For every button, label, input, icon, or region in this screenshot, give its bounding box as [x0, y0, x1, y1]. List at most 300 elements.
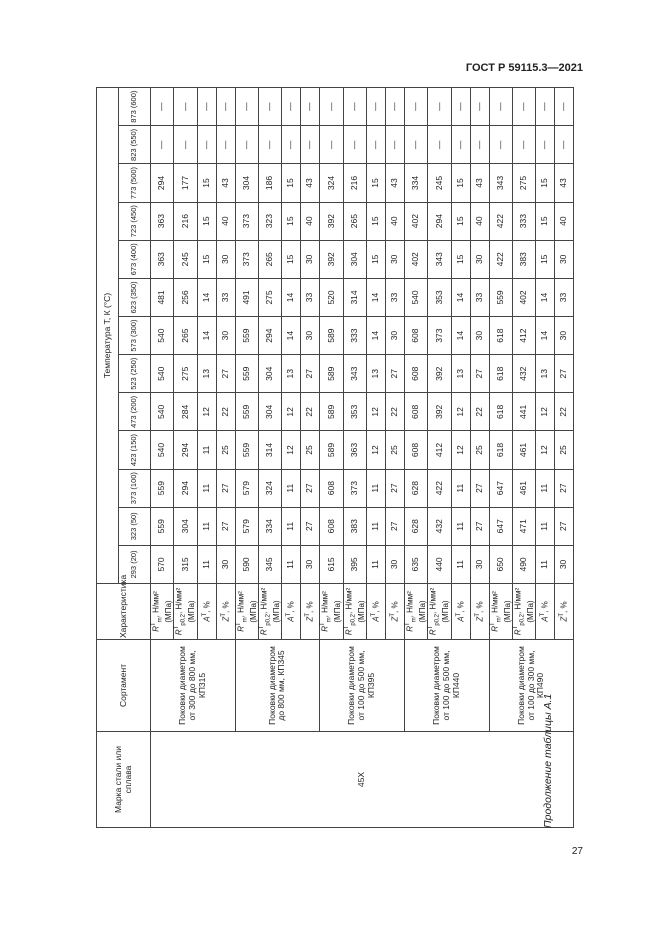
value-cell: —	[216, 88, 235, 126]
value-cell: 11	[451, 545, 470, 583]
value-cell: 43	[555, 164, 574, 202]
characteristic-col-header: Характеристика	[97, 584, 151, 640]
value-cell: 334	[404, 164, 427, 202]
char-superscript: T	[428, 625, 435, 630]
value-cell: 608	[404, 317, 427, 355]
char-z	[301, 584, 320, 640]
value-cell: —	[258, 88, 281, 126]
value-cell: 27	[470, 507, 489, 545]
value-cell: 618	[489, 393, 512, 431]
value-cell: 608	[320, 507, 343, 545]
value-cell: 27	[301, 507, 320, 545]
value-cell: —	[555, 88, 574, 126]
temp-col-12: 873 (600)	[119, 88, 151, 126]
value-cell: 314	[258, 431, 281, 469]
char-unit: , %	[221, 601, 231, 613]
char-z	[385, 584, 404, 640]
char-p	[428, 584, 451, 640]
properties-table	[96, 87, 574, 828]
value-cell: 30	[470, 240, 489, 278]
value-cell: 343	[343, 355, 366, 393]
value-cell: 14	[536, 317, 555, 355]
value-cell: 27	[301, 355, 320, 393]
value-cell: —	[404, 126, 427, 164]
value-cell: 30	[216, 317, 235, 355]
value-cell: 353	[428, 278, 451, 316]
value-cell: —	[235, 126, 258, 164]
value-cell: 314	[343, 278, 366, 316]
value-cell: 30	[555, 240, 574, 278]
char-subscript: m	[495, 617, 502, 623]
table-row	[489, 88, 512, 828]
value-cell: 647	[489, 469, 512, 507]
value-cell: 13	[536, 355, 555, 393]
char-superscript: T	[320, 622, 327, 626]
char-symbol: Z	[560, 616, 570, 622]
char-superscript: T	[512, 625, 519, 630]
value-cell: 11	[197, 431, 216, 469]
value-cell: 12	[366, 393, 385, 431]
char-unit: , Н/мм² (МПа)	[344, 587, 366, 623]
value-cell: 14	[536, 278, 555, 316]
char-symbol: A	[541, 616, 551, 622]
value-cell: 14	[451, 317, 470, 355]
value-cell: —	[489, 126, 512, 164]
assortment-col-header: Сортамент	[97, 640, 151, 732]
value-cell: 402	[404, 240, 427, 278]
value-cell: 25	[470, 431, 489, 469]
value-cell: 402	[404, 202, 427, 240]
value-cell: —	[174, 126, 197, 164]
char-symbol: Z	[475, 616, 485, 622]
value-cell: 392	[320, 202, 343, 240]
value-cell: 608	[404, 355, 427, 393]
value-cell: 11	[536, 545, 555, 583]
assortment-cell: Поковки диаметром от 100 до 500 мм, КП440	[404, 640, 489, 732]
value-cell: —	[174, 88, 197, 126]
value-cell: 12	[366, 431, 385, 469]
temp-col-0: 293 (20)	[119, 545, 151, 583]
char-subscript: p0,2	[519, 613, 526, 626]
char-unit: , %	[306, 601, 316, 613]
value-cell: 14	[282, 317, 301, 355]
value-cell: 304	[343, 240, 366, 278]
value-cell: 392	[320, 240, 343, 278]
value-cell: 40	[555, 202, 574, 240]
page-number: 27	[571, 846, 583, 857]
temp-col-2: 373 (100)	[119, 469, 151, 507]
value-cell: —	[197, 88, 216, 126]
char-symbol: R	[405, 626, 415, 632]
char-p	[343, 584, 366, 640]
value-cell: 245	[174, 240, 197, 278]
char-superscript: T	[235, 622, 242, 626]
temp-col-5: 523 (250)	[119, 355, 151, 393]
value-cell: 177	[174, 164, 197, 202]
value-cell: 540	[151, 431, 174, 469]
value-cell: 30	[216, 240, 235, 278]
value-cell: 363	[151, 240, 174, 278]
value-cell: —	[555, 126, 574, 164]
value-cell: 30	[216, 545, 235, 583]
char-superscript: T	[559, 613, 566, 617]
char-unit: , Н/мм² (МПа)	[174, 587, 197, 623]
value-cell: 294	[174, 469, 197, 507]
value-cell: 27	[216, 355, 235, 393]
value-cell: 294	[174, 431, 197, 469]
value-cell: —	[385, 88, 404, 126]
value-cell: 43	[470, 164, 489, 202]
value-cell: 343	[489, 164, 512, 202]
value-cell: 373	[235, 240, 258, 278]
continuation-caption: Продолжение таблицы А.1	[542, 693, 554, 828]
char-unit: , %	[371, 601, 381, 613]
value-cell: 402	[512, 278, 535, 316]
value-cell: 12	[451, 431, 470, 469]
value-cell: 315	[174, 545, 197, 583]
value-cell: 618	[489, 431, 512, 469]
value-cell: —	[366, 88, 385, 126]
char-p	[512, 584, 535, 640]
char-subscript: m	[326, 617, 333, 623]
value-cell: —	[282, 88, 301, 126]
value-cell: 40	[216, 202, 235, 240]
char-superscript: T	[390, 613, 397, 617]
char-superscript: T	[286, 612, 293, 617]
value-cell: 383	[512, 240, 535, 278]
value-cell: —	[512, 126, 535, 164]
value-cell: 559	[235, 431, 258, 469]
value-cell: 275	[512, 164, 535, 202]
rotated-page	[96, 88, 584, 828]
value-cell: 33	[216, 278, 235, 316]
char-superscript: T	[151, 622, 157, 626]
value-cell: 25	[555, 431, 574, 469]
char-unit: , Н/мм² (МПа)	[259, 587, 282, 623]
temp-col-4: 473 (200)	[119, 393, 151, 431]
value-cell: 15	[451, 202, 470, 240]
value-cell: 216	[174, 202, 197, 240]
char-r	[151, 584, 174, 640]
char-superscript: T	[258, 625, 265, 630]
char-superscript: T	[404, 622, 411, 626]
char-p	[258, 584, 281, 640]
value-cell: 15	[536, 202, 555, 240]
value-cell: —	[301, 126, 320, 164]
value-cell: 284	[174, 393, 197, 431]
temp-col-10: 773 (500)	[119, 164, 151, 202]
value-cell: 412	[428, 431, 451, 469]
value-cell: 13	[451, 355, 470, 393]
char-symbol: Z	[221, 616, 231, 622]
value-cell: 11	[536, 469, 555, 507]
value-cell: 540	[151, 317, 174, 355]
value-cell: 25	[301, 431, 320, 469]
value-cell: 27	[385, 355, 404, 393]
value-cell: 33	[470, 278, 489, 316]
value-cell: 647	[489, 507, 512, 545]
value-cell: —	[151, 126, 174, 164]
value-cell: —	[489, 88, 512, 126]
value-cell: 27	[555, 507, 574, 545]
value-cell: 13	[197, 355, 216, 393]
char-unit: , %	[541, 601, 551, 613]
value-cell: —	[536, 126, 555, 164]
char-unit: , Н/мм² (МПа)	[428, 587, 451, 623]
value-cell: 27	[301, 469, 320, 507]
value-cell: 22	[301, 393, 320, 431]
table-row	[151, 88, 174, 828]
value-cell: 13	[366, 355, 385, 393]
char-unit: , Н/мм² (МПа)	[490, 591, 512, 623]
value-cell: 27	[216, 469, 235, 507]
value-cell: 540	[404, 278, 427, 316]
value-cell: 15	[197, 240, 216, 278]
value-cell: 345	[258, 545, 281, 583]
char-superscript: T	[174, 625, 181, 630]
temp-col-1: 323 (50)	[119, 507, 151, 545]
value-cell: 22	[555, 393, 574, 431]
value-cell: 490	[512, 545, 535, 583]
char-r	[404, 584, 427, 640]
temp-col-11: 823 (550)	[119, 126, 151, 164]
assortment-cell: Поковки диаметром от 100 до 300 мм, КП490	[489, 640, 574, 732]
value-cell: 15	[366, 164, 385, 202]
char-symbol: A	[371, 616, 381, 622]
value-cell: 22	[385, 393, 404, 431]
value-cell: 608	[404, 393, 427, 431]
value-cell: —	[343, 88, 366, 126]
char-symbol: R	[174, 629, 184, 636]
value-cell: 14	[366, 278, 385, 316]
value-cell: —	[536, 88, 555, 126]
value-cell: 15	[282, 164, 301, 202]
value-cell: 12	[536, 431, 555, 469]
value-cell: 579	[235, 507, 258, 545]
char-subscript: p0,2	[434, 613, 441, 626]
value-cell: 33	[385, 278, 404, 316]
value-cell: 628	[404, 507, 427, 545]
value-cell: 14	[197, 278, 216, 316]
value-cell: 481	[151, 278, 174, 316]
value-cell: 15	[366, 240, 385, 278]
value-cell: —	[197, 126, 216, 164]
char-r	[235, 584, 258, 640]
char-z	[555, 584, 574, 640]
char-subscript: m	[241, 617, 248, 623]
char-unit: , %	[202, 601, 212, 613]
value-cell: 650	[489, 545, 512, 583]
char-a	[197, 584, 216, 640]
value-cell: 615	[320, 545, 343, 583]
value-cell: 245	[428, 164, 451, 202]
value-cell: 373	[428, 317, 451, 355]
value-cell: —	[428, 88, 451, 126]
value-cell: 256	[174, 278, 197, 316]
value-cell: 186	[258, 164, 281, 202]
value-cell: 491	[235, 278, 258, 316]
grade-cell: 45Х	[151, 732, 574, 828]
value-cell: —	[428, 126, 451, 164]
value-cell: 11	[536, 507, 555, 545]
value-cell: 432	[512, 355, 535, 393]
value-cell: 559	[235, 317, 258, 355]
rotated-content	[96, 88, 584, 828]
char-symbol: Z	[390, 616, 400, 622]
value-cell: 30	[301, 317, 320, 355]
value-cell: 216	[343, 164, 366, 202]
char-subscript: m	[157, 617, 164, 623]
value-cell: —	[320, 126, 343, 164]
char-a	[451, 584, 470, 640]
value-cell: 559	[489, 278, 512, 316]
value-cell: 25	[385, 431, 404, 469]
assortment-cell: Поковки диаметром от 300 до 800 мм, КП315	[151, 640, 236, 732]
char-a	[282, 584, 301, 640]
char-p	[174, 584, 197, 640]
assortment-cell: Поковки диаметром от 100 до 500 мм, КП395	[320, 640, 405, 732]
char-subscript: p0,2	[180, 613, 187, 626]
char-superscript: T	[371, 612, 378, 617]
value-cell: 12	[451, 393, 470, 431]
value-cell: 324	[320, 164, 343, 202]
value-cell: 15	[197, 164, 216, 202]
value-cell: 304	[174, 507, 197, 545]
value-cell: 334	[258, 507, 281, 545]
standard-header: ГОСТ Р 59115.3—2021	[465, 62, 583, 74]
value-cell: —	[216, 126, 235, 164]
char-symbol: A	[287, 616, 297, 622]
value-cell: —	[258, 126, 281, 164]
value-cell: 363	[151, 202, 174, 240]
value-cell: 373	[343, 469, 366, 507]
char-r	[489, 584, 512, 640]
value-cell: 15	[197, 202, 216, 240]
char-superscript: T	[201, 612, 208, 617]
value-cell: 30	[470, 545, 489, 583]
char-symbol: R	[320, 626, 330, 632]
value-cell: —	[235, 88, 258, 126]
value-cell: 294	[258, 317, 281, 355]
value-cell: 608	[404, 431, 427, 469]
value-cell: 30	[385, 545, 404, 583]
value-cell: 11	[197, 545, 216, 583]
value-cell: 608	[320, 469, 343, 507]
temp-col-7: 623 (350)	[119, 278, 151, 316]
temp-col-3: 423 (150)	[119, 431, 151, 469]
char-r	[320, 584, 343, 640]
value-cell: 15	[451, 164, 470, 202]
value-cell: 14	[451, 278, 470, 316]
value-cell: —	[470, 88, 489, 126]
value-cell: 422	[428, 469, 451, 507]
value-cell: 343	[428, 240, 451, 278]
value-cell: 304	[235, 164, 258, 202]
value-cell: 43	[385, 164, 404, 202]
value-cell: 30	[385, 240, 404, 278]
value-cell: 589	[320, 355, 343, 393]
value-cell: —	[451, 88, 470, 126]
char-unit: , %	[287, 601, 297, 613]
value-cell: 27	[555, 355, 574, 393]
value-cell: 14	[197, 317, 216, 355]
value-cell: 27	[470, 355, 489, 393]
char-symbol: R	[490, 626, 500, 632]
value-cell: —	[451, 126, 470, 164]
char-superscript: T	[474, 613, 481, 617]
char-symbol: A	[202, 616, 212, 622]
char-unit: , Н/мм² (МПа)	[405, 591, 428, 623]
value-cell: 559	[151, 507, 174, 545]
value-cell: 304	[258, 355, 281, 393]
value-cell: 27	[385, 469, 404, 507]
value-cell: 579	[235, 469, 258, 507]
value-cell: 14	[366, 317, 385, 355]
char-symbol: R	[151, 626, 161, 632]
value-cell: —	[385, 126, 404, 164]
value-cell: 392	[428, 393, 451, 431]
value-cell: 618	[489, 355, 512, 393]
value-cell: 11	[282, 545, 301, 583]
value-cell: 15	[536, 240, 555, 278]
value-cell: 353	[343, 393, 366, 431]
char-symbol: R	[513, 629, 523, 636]
char-unit: , %	[456, 601, 466, 613]
value-cell: 11	[366, 545, 385, 583]
value-cell: 422	[489, 240, 512, 278]
value-cell: 333	[512, 202, 535, 240]
value-cell: 559	[235, 393, 258, 431]
char-superscript: T	[343, 625, 350, 630]
table-row	[235, 88, 258, 828]
value-cell: 12	[536, 393, 555, 431]
table-row	[404, 88, 427, 828]
value-cell: 15	[282, 240, 301, 278]
value-cell: 11	[366, 469, 385, 507]
value-cell: 570	[151, 545, 174, 583]
char-symbol: R	[236, 626, 246, 632]
grade-col-header: Марка стали или сплава	[97, 732, 151, 828]
char-superscript: T	[540, 612, 547, 617]
value-cell: 30	[470, 317, 489, 355]
value-cell: 590	[235, 545, 258, 583]
value-cell: 22	[470, 393, 489, 431]
value-cell: 40	[470, 202, 489, 240]
value-cell: 618	[489, 317, 512, 355]
char-unit: , Н/мм² (МПа)	[513, 587, 536, 623]
value-cell: 275	[174, 355, 197, 393]
value-cell: 11	[451, 469, 470, 507]
value-cell: 40	[301, 202, 320, 240]
value-cell: 589	[320, 317, 343, 355]
value-cell: 373	[235, 202, 258, 240]
char-symbol: R	[259, 629, 269, 636]
assortment-cell: Поковки диаметром до 800 мм, КП345	[235, 640, 320, 732]
value-cell: —	[470, 126, 489, 164]
value-cell: 441	[512, 393, 535, 431]
value-cell: 30	[555, 545, 574, 583]
value-cell: 304	[258, 393, 281, 431]
value-cell: —	[151, 88, 174, 126]
value-cell: 12	[282, 431, 301, 469]
char-a	[366, 584, 385, 640]
value-cell: 30	[555, 317, 574, 355]
value-cell: 11	[197, 507, 216, 545]
table-row	[320, 88, 343, 828]
value-cell: 33	[301, 278, 320, 316]
temperature-header: Температура T, К (°C)	[97, 88, 119, 584]
char-unit: , %	[390, 601, 400, 613]
